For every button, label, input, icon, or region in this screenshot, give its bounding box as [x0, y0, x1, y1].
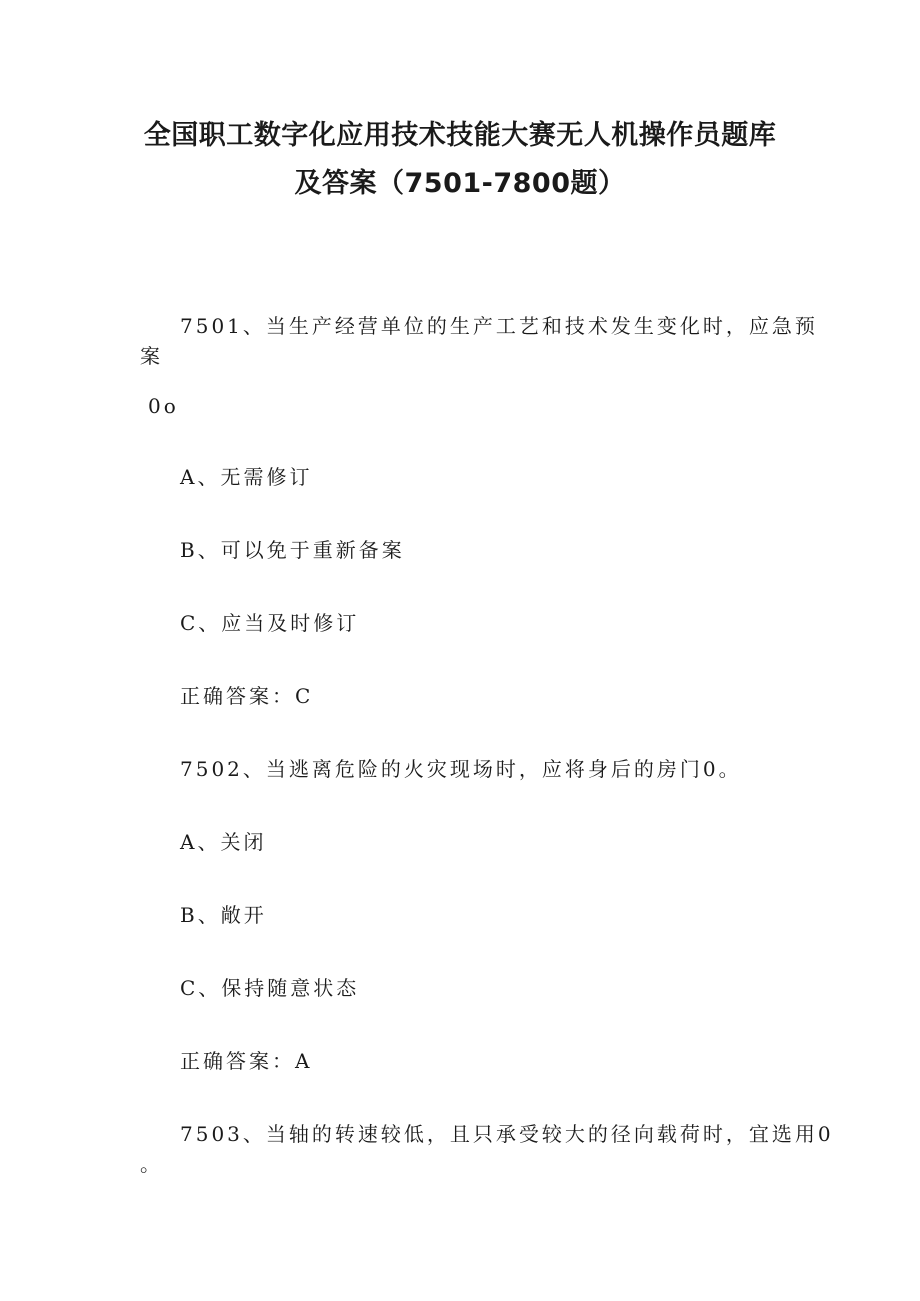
question-stem: 7502、当逃离危险的火灾现场时，应将身后的房门0。: [180, 757, 742, 781]
option-a: A、关闭: [180, 830, 267, 854]
document-title-line-2: 及答案（7501-7800题）: [294, 168, 626, 199]
option-b: B、敞开: [180, 903, 267, 927]
question-stem: 7503、当轴的转速较低，且只承受较大的径向载荷时，宜选用0: [180, 1122, 834, 1146]
document-title-line-1: 全国职工数字化应用技术技能大赛无人机操作员题库: [143, 120, 777, 151]
question-stem-continued: 。: [140, 1152, 163, 1176]
correct-answer: 正确答案：C: [180, 684, 314, 708]
option-c: C、保持随意状态: [180, 976, 360, 1000]
question-stem-continued: 案: [140, 344, 163, 368]
option-b: B、可以免于重新备案: [180, 538, 405, 562]
question-stem-blank: 0o: [148, 394, 179, 418]
option-c: C、应当及时修订: [180, 611, 360, 635]
question-stem: 7501、当生产经营单位的生产工艺和技术发生变化时，应急预: [180, 314, 818, 338]
option-a: A、无需修订: [180, 465, 313, 489]
correct-answer: 正确答案：A: [180, 1049, 313, 1073]
